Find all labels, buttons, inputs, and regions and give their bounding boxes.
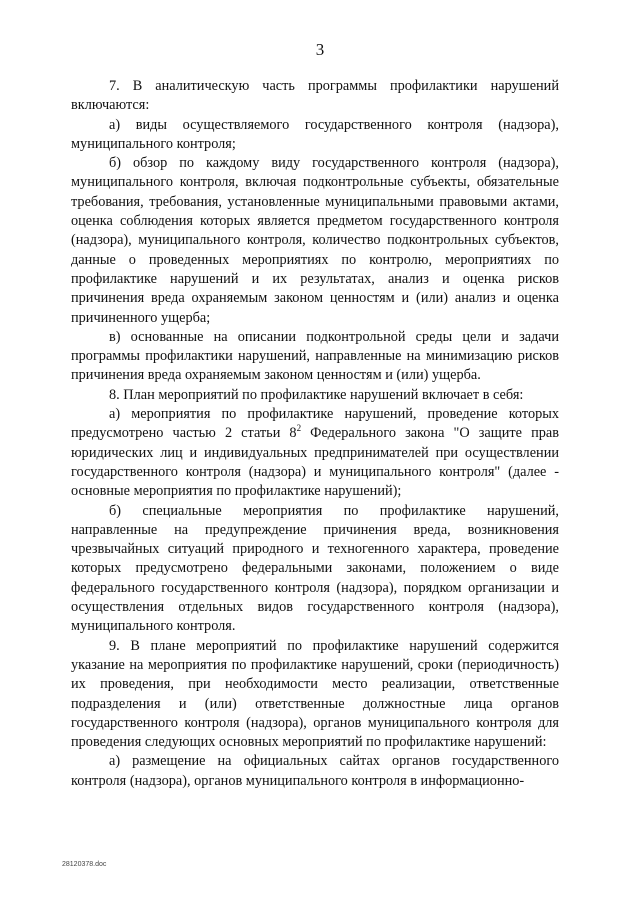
paragraph-7c: в) основанные на описании подконтрольной среды цели и задачи программы профилактики нарушений, направленные на минимизацию рисков причинения вреда охраняемым законом ценностям и (или) ущерба. (71, 328, 559, 384)
article-superscript: 2 (296, 423, 302, 434)
page-number: 3 (315, 40, 325, 59)
paragraph-7b: б) обзор по каждому виду государственного контроля (надзора), муниципального контроля, включая подконтрольные субъекты, обязательные требования, требования, установленные муниципальными правовыми актами, оценка соблюдения которых является предметом государственного контроля (надзора), муниципального контроля, количество подконтрольных субъектов, данные о проведенных мероприятиях по контролю, мероприятиях по профилактике нарушений и их результатах, анализ и оценка рисков причинения вреда охраняемым законом ценностям и (или) анализ и оценка причиненного ущерба; (71, 155, 559, 326)
paragraph-8a-text-start: а) мероприятия по профилактике нарушений, проведение которых предусмотрено частью 2 статьи 8 (71, 406, 559, 442)
footer-filename: 28120378.doc (62, 861, 107, 868)
document-body (71, 77, 559, 791)
paragraph-7a: а) виды осуществляемого государственного контроля (надзора), муниципального контроля; (71, 116, 559, 152)
paragraph-8a (71, 405, 559, 501)
paragraph-9: 9. В плане мероприятий по профилактике нарушений содержится указание на мероприятия по профилактике нарушений, сроки (периодичность) их проведения, при необходимости место реализации, ответственные подразделения и (или) ответственные должностные лица органов государственного контроля (надзора), органов муниципального контроля для проведения следующих основных мероприятий по профилактике нарушений: (71, 637, 559, 751)
paragraph-8a-text-end: Федерального закона "О защите прав юридических лиц и индивидуальных предпринимателей при осуществлении государственного контроля (надзора) и муниципального контроля" (далее - основные мероприятия по профилактике нарушений); (71, 425, 559, 500)
paragraph-8b: б) специальные мероприятия по профилактике нарушений, направленные на предупреждение причинения вреда, возникновения чрезвычайных ситуаций природного и техногенного характера, проведение которых предусмотрено федеральными законами, положением о виде федерального государственного контроля (надзора), порядком организации и осуществления отдельных видов государственного контроля (надзора), муниципального контроля. (71, 502, 559, 635)
paragraph-7: 7. В аналитическую часть программы профилактики нарушений включаются: (71, 78, 559, 114)
paragraph-9a: а) размещение на официальных сайтах органов государственного контроля (надзора), органов муниципального контроля в информационно- (71, 753, 559, 789)
paragraph-8: 8. План мероприятий по профилактике нарушений включает в себя: (109, 386, 524, 403)
